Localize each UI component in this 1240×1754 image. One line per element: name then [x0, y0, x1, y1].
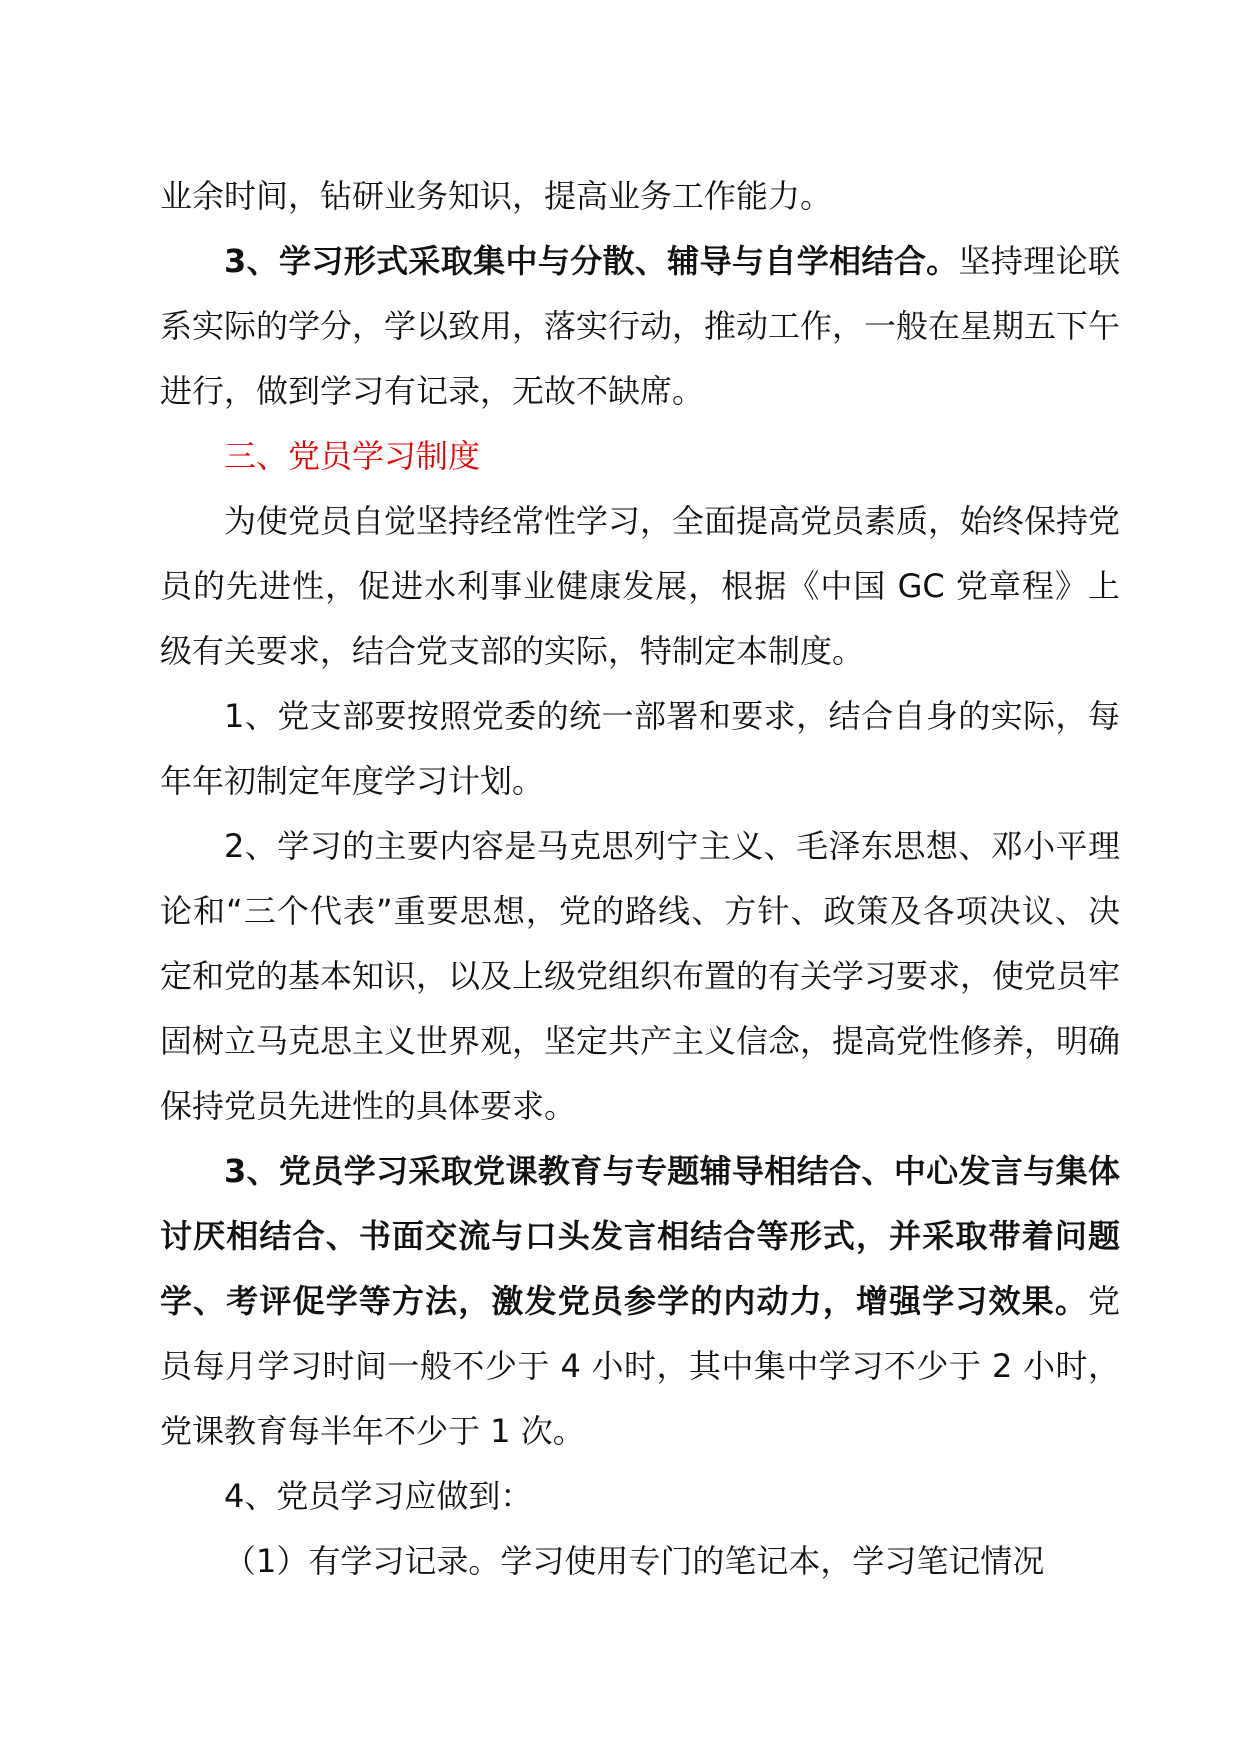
- paragraph-continuation: [160, 164, 1120, 229]
- paragraph-text: 坚持理论联系实际的学分，学以致用，落实行动，推动工作，一般在星期五下午进行，做到学习有记录，无故不缺席。: [160, 242, 1121, 410]
- paragraph-text: 2、学习的主要内容是马克思列宁主义、毛泽东思想、邓小平理论和“三个代表”重要思想，党的路线、方针、政策及各项决议、决定和党的基本知识，以及上级党组织布置的有关学习要求，使党员牢固树立马克思主义世界观，坚定共产主义信念，提高党性修养，明确保持党员先进性的具体要求。: [160, 827, 1121, 1125]
- paragraph-text: 为使党员自觉坚持经常性学习，全面提高党员素质，始终保持党员的先进性，促进水利事业健康发展，根据《中国 GC 党章程》上级有关要求，结合党支部的实际，特制定本制度。: [160, 502, 1121, 670]
- paragraph-subitem-1: [160, 1529, 1120, 1594]
- paragraph-lead-bold: 3、党员学习采取党课教育与专题辅导相结合、中心发言与集体讨厌相结合、书面交流与口头发言相结合等形式，并采取带着问题学、考评促学等方法，激发党员参学的内动力，增强学习效果。: [160, 1152, 1120, 1320]
- document-body: [160, 164, 1120, 1594]
- paragraph-lead-bold: 3、学习形式采取集中与分散、辅导与自学相结合。: [224, 242, 959, 280]
- paragraph-item-2: [160, 814, 1120, 1139]
- paragraph-item-4: [160, 1464, 1120, 1529]
- paragraph-item-3: [160, 1139, 1120, 1464]
- paragraph-text: 4、党员学习应做到：: [224, 1477, 533, 1515]
- paragraph-intro: [160, 489, 1120, 684]
- paragraph-study-form: [160, 229, 1120, 424]
- section-heading-text: 三、党员学习制度: [224, 437, 481, 475]
- paragraph-text: 1、党支部要按照党委的统一部署和要求，结合自身的实际，每年年初制定年度学习计划。: [160, 697, 1120, 800]
- paragraph-text: （1）有学习记录。学习使用专门的笔记本，学习笔记情况: [224, 1542, 1045, 1580]
- section-heading: [160, 424, 1120, 489]
- paragraph-text: 党员每月学习时间一般不少于 4 小时，其中集中学习不少于 2 小时，党课教育每半年不少于 1 次。: [160, 1282, 1120, 1450]
- paragraph-text: 业余时间，钻研业务知识，提高业务工作能力。: [160, 177, 833, 215]
- paragraph-item-1: [160, 684, 1120, 814]
